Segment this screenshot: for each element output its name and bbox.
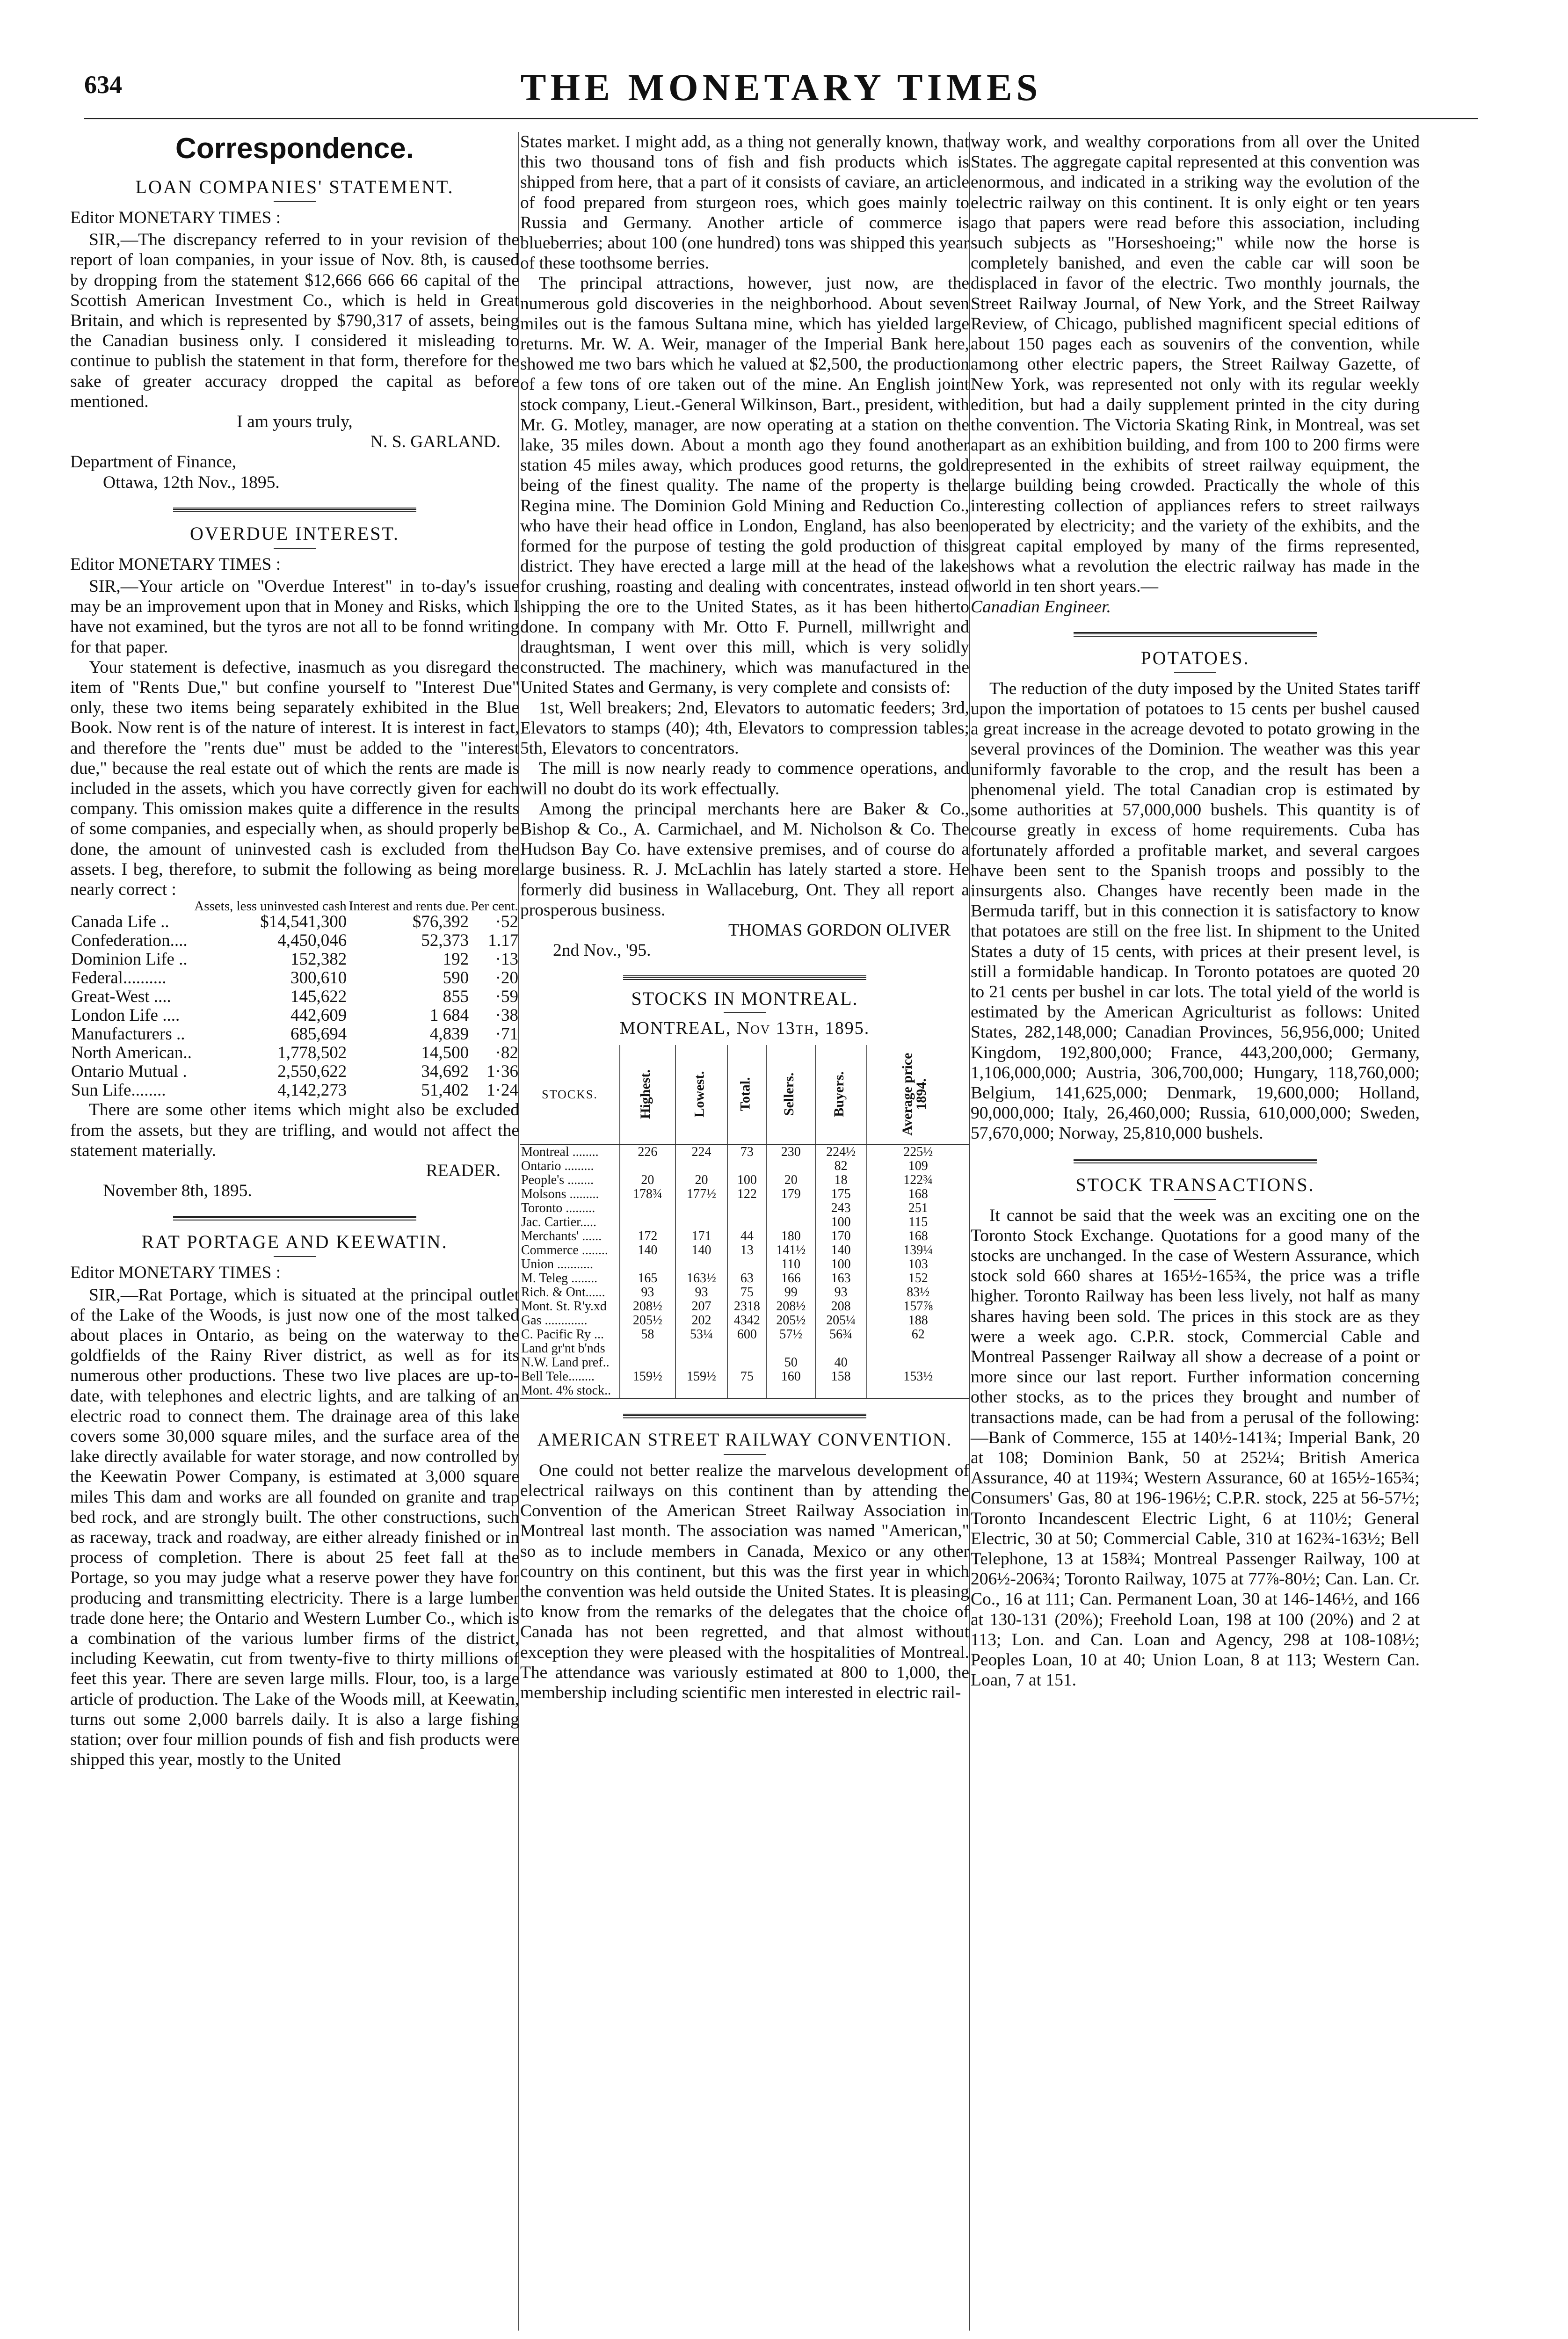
stock-value-cell [620,1159,675,1173]
stock-value-cell: 168 [867,1187,969,1201]
cell: 1·36 [486,1062,518,1082]
divider [274,1256,316,1257]
table-row [520,1187,969,1201]
table-header-row [70,900,519,913]
loan-body: SIR,—The discrepancy referred to in your revision of the report of loan companies, in your issue of Nov. 8th, is caused by dropping from the statement $12,666 666 66 capital of the Scottish American Investment Co., which is held in Great Britain, and which is represented by $790,317 of assets, being the Canadian business only. I considered it misleading to continue to publish the statement in that form, therefore for the sake of greater accuracy dropped the capital as before mentioned. [70,230,519,411]
cell: 52,373 [421,931,469,951]
cell: 14,500 [421,1043,469,1063]
rat-portage-date: 2nd Nov., '95. [553,941,651,960]
stock-value-cell: 44 [727,1229,766,1243]
stocks-table [520,1045,969,1399]
cell: 2,550,622 [277,1062,347,1082]
table-row [70,988,519,1006]
divider [274,548,316,549]
cell: 685,694 [290,1024,347,1044]
loan-date: Ottawa, 12th Nov., 1895. [103,472,280,492]
overdue-table [70,900,519,1100]
stock-value-cell: 140 [815,1243,867,1257]
column-header [675,1045,727,1145]
stock-value-cell: 100 [727,1173,766,1187]
column-divider [969,132,970,2331]
stock-value-cell: 20 [767,1173,815,1187]
cell: 4,450,046 [277,931,347,951]
cell: 1·24 [486,1081,518,1100]
overdue-date: November 8th, 1895. [103,1181,252,1201]
stock-name-cell: Montreal ........ [521,1144,599,1159]
stock-value-cell: 170 [815,1229,867,1243]
table-row [520,1370,969,1384]
stock-value-cell: 50 [767,1356,815,1370]
stock-value-cell [767,1384,815,1398]
divider [1174,672,1216,673]
table-row [520,1342,969,1356]
column-1 [70,132,519,1770]
stocks-dateline: MONTREAL, Nov 13th, 1895. [619,1018,870,1038]
table-row [520,1271,969,1286]
stock-value-cell [675,1342,727,1356]
table-row [70,1025,519,1044]
cell: ·13 [495,950,518,969]
stock-value-cell: 75 [727,1370,766,1384]
stock-value-cell [675,1215,727,1229]
column-header-label: Lowest. [691,1071,707,1118]
stock-value-cell: 159½ [675,1370,727,1384]
overdue-signature: READER. [426,1161,501,1180]
divider [274,201,316,202]
stock-value-cell: 230 [767,1145,815,1159]
stock-value-cell [867,1356,969,1370]
column-header-label: Sellers. [781,1072,797,1116]
stock-value-cell: 122¾ [867,1173,969,1187]
stock-value-cell: 205¼ [815,1314,867,1328]
stock-value-cell: 115 [867,1215,969,1229]
stock-value-cell: 2318 [727,1300,766,1314]
column-header [867,1045,969,1145]
column-header [727,1045,766,1145]
stock-value-cell: 139¼ [867,1243,969,1257]
overdue-editor-line: Editor MONETARY TIMES : [70,554,281,574]
cell: 152,382 [290,950,347,969]
table-row [70,913,519,931]
header-rule [84,118,1478,119]
stock-value-cell [620,1342,675,1356]
column-header [767,1045,815,1145]
stock-value-cell: 56¾ [815,1328,867,1342]
stock-value-cell [767,1201,815,1215]
stock-value-cell: 122 [727,1187,766,1201]
stock-value-cell: 175 [815,1187,867,1201]
stock-value-cell: 152 [867,1271,969,1286]
cell: ·59 [495,987,518,1007]
stock-value-cell [767,1159,815,1173]
cell: 192 [443,950,469,969]
cell: 590 [443,968,469,988]
stock-value-cell: 251 [867,1201,969,1215]
stock-value-cell: 178¾ [620,1187,675,1201]
stock-value-cell: 163½ [675,1271,727,1286]
cell: 4,142,273 [277,1081,347,1100]
stock-value-cell: 208½ [620,1300,675,1314]
stock-value-cell: 207 [675,1300,727,1314]
stock-value-cell [867,1342,969,1356]
cell: 300,610 [290,968,347,988]
stock-value-cell [815,1342,867,1356]
stock-name-cell: Molsons ......... [521,1186,599,1201]
stock-name-cell: Merchants' ...... [521,1228,602,1243]
table-row [520,1145,969,1159]
rat-portage-heading: RAT PORTAGE AND KEEWATIN. [141,1231,448,1253]
table-row [70,1044,519,1062]
overdue-paragraph: Your statement is defective, inasmuch as you disregard the item of "Rents Due," but confine yourself to "Interest Due" only, these two items being separately exhibited in the Blue Book. Now rent is of the nature of interest. It is interest in fact, and therefore the "rents due" must be added to the "interest due," because the real estate out of which the rents are made is included in the assets, which you have correctly given for each company. This omission makes quite a difference in the results of some companies, and especially when, as should properly be done, the amount of uninvested cash is excluded from the assets. I beg, therefore, to submit the following as being more nearly correct : [70,657,519,900]
divider [724,1454,766,1455]
stock-value-cell [727,1159,766,1173]
transactions-heading: STOCK TRANSACTIONS. [1075,1174,1315,1195]
stock-value-cell [727,1215,766,1229]
stock-value-cell: 180 [767,1229,815,1243]
overdue-paragraph: SIR,—Your article on "Overdue Interest" in to-day's issue may be an improvement upon that in Money and Risks, which I have not examined, but the tyros are not all to be fonnd writing for that paper. [70,577,519,657]
stock-value-cell: 224½ [815,1145,867,1159]
page-header [84,65,1478,117]
stock-value-cell [620,1356,675,1370]
section-divider [173,1216,416,1220]
railway-source: Canadian Engineer. [971,597,1111,617]
overdue-paragraph: There are some other items which might also be excluded from the assets, but they are trifling, and would not affect the statement materially. [70,1100,519,1160]
table-row [520,1229,969,1243]
rat-portage-paragraph: States market. I might add, as a thing not generally known, that this two thousand tons of fish and fish products which is shipped from here, that a part of it consists of caviare, an article of food prepared from sturgeon roes, which goes mainly to Russia and Germany. Another article of commerce is blueberries; about 100 (one hundred) tons was shipped this year of these toothsome berries. [520,132,969,273]
rat-portage-paragraph: SIR,—Rat Portage, which is situated at the principal outlet of the Lake of the Woods, is just now one of the most talked about places in Ontario, as being on the waterway to the goldfields of the Rainy River district, as well as for its numerous other productions. These two live places are up-to-date, with telephones and electric lights, and are talking of an electric road to connect them. The drainage area of this lake covers some 30,000 square miles, and the surface area of the lake directly available for water storage, and now controlled by the Keewatin Power Company, is estimated at 3,000 square miles This dam and works are all founded on granite and trap bed rock, and are strongly built. The other constructions, such as raceway, track and roadway, are either already finished or in process of completion. There is about 25 feet fall at the Portage, so you may judge what a reserve power they have for producing and transmitting electricity. There is a large lumber trade done here; the Ontario and Western Lumber Co., which is a combination of the various lumber firms of the district, including Keewatin, cut from twenty-five to thirty millions of feet this year. There are seven large mills. Flour, too, is a large article of production. The Lake of the Woods mill, at Keewatin, turns out some 2,000 barrels daily. It is also a large fishing station; over four million pounds of fish and fish products were shipped this year, mostly to the United [70,1285,519,1770]
table-row [70,1062,519,1081]
stock-value-cell: 179 [767,1187,815,1201]
column-header-label: Average price 1894. [899,1053,929,1136]
stock-value-cell [620,1257,675,1271]
stock-value-cell: 58 [620,1328,675,1342]
table-row [70,931,519,950]
table-row [520,1243,969,1257]
stock-name-cell: M. Teleg ........ [521,1271,598,1286]
stock-name-cell: Commerce ........ [521,1242,608,1257]
stock-value-cell [675,1384,727,1398]
stock-value-cell: 171 [675,1229,727,1243]
cell: 34,692 [421,1062,469,1082]
stock-value-cell [767,1215,815,1229]
stock-value-cell: 600 [727,1328,766,1342]
cell: Canada Life .. [71,912,169,932]
stock-value-cell: 140 [620,1243,675,1257]
cell: 145,622 [290,987,347,1007]
table-row [520,1314,969,1328]
stock-value-cell [767,1342,815,1356]
cell: Great-West .... [71,987,171,1007]
masthead-title: THE MONETARY TIMES [520,66,1042,109]
stock-value-cell: 18 [815,1173,867,1187]
stock-value-cell [620,1384,675,1398]
loan-closing: I am yours truly, [237,412,353,432]
table-row [520,1215,969,1229]
page-number: 634 [84,71,122,99]
table-row [520,1257,969,1271]
stock-value-cell [727,1201,766,1215]
stock-value-cell: 168 [867,1229,969,1243]
stock-value-cell [815,1384,867,1398]
rat-portage-paragraph: The mill is now nearly ready to commence operations, and will no doubt do its work effectually. [520,759,969,799]
table-row [520,1173,969,1187]
table-row [70,1006,519,1025]
stock-value-cell: 93 [620,1286,675,1300]
cell: 51,402 [421,1081,469,1100]
stock-name-cell: Ontario ......... [521,1158,594,1173]
stock-value-cell: 63 [727,1271,766,1286]
stock-value-cell [727,1257,766,1271]
cell: 4,839 [429,1024,469,1044]
table-row [520,1159,969,1173]
table-row [520,1286,969,1300]
stock-value-cell: 140 [675,1243,727,1257]
column-header-label: Highest. [637,1069,653,1119]
table-row [520,1356,969,1370]
stock-value-cell: 224 [675,1145,727,1159]
table-row [520,1328,969,1342]
stock-name-cell: Bell Tele........ [521,1369,595,1384]
stock-value-cell: 62 [867,1328,969,1342]
cell: Dominion Life .. [71,950,188,969]
cell: North American.. [71,1043,192,1063]
column-header: Interest and rents due. [348,899,469,914]
correspondence-title: Correspondence. [175,132,414,165]
divider [1174,1199,1216,1200]
cell: 855 [443,987,469,1007]
stock-value-cell: 172 [620,1229,675,1243]
stock-value-cell: 53¼ [675,1328,727,1342]
column-header: STOCKS. [520,1045,620,1145]
stock-value-cell: 100 [815,1215,867,1229]
stock-name-cell: Mont. St. R'y.xd [521,1299,607,1314]
loan-editor-line: Editor MONETARY TIMES : [70,208,281,227]
stock-name-cell: Mont. 4% stock.. [520,1384,620,1398]
cell: 1 684 [429,1006,469,1025]
cell: Federal.......... [71,968,167,988]
stock-value-cell: 166 [767,1271,815,1286]
stock-value-cell: 158 [815,1370,867,1384]
stock-name-cell: Union ........... [521,1257,593,1271]
rat-portage-paragraph: The principal attractions, however, just now, are the numerous gold discoveries in the neighborhood. About seven miles out is the famous Sultana mine, which has yielded large returns. Mr. W. A. Weir, manager of the Imperial Bank here, showed me two bars which he valued at $2,500, the production of a few tons of ore taken out of the mine. An English joint stock company, Lieut.-General Wilkinson, Bart., president, with Mr. G. Motley, manager, are now operating at a station on the lake, 35 miles down. About a month ago they found another station 45 miles away, which produces good returns, the gold being of the finest quality. The name of the property is the Regina mine. The Dominion Gold Mining and Reduction Co., who have their head office in London, England, has also been formed for the purpose of testing the gold production of this district. They have erected a large mill at the head of the lake for crushing, roasting and dealing with concentrates, instead of shipping the ore to the United States, as it has been hitherto done. In company with Mr. Otto F. Purnell, millwright and draughtsman, I went over this mill, which is very solidly constructed. The machinery, which was manufactured in the United States and Germany, is very complete and consists of: [520,274,969,697]
stock-name-cell: Toronto ......... [521,1200,595,1215]
stock-value-cell: 163 [815,1271,867,1286]
rat-portage-paragraph: 1st, Well breakers; 2nd, Elevators to automatic feeders; 3rd, Elevators to stamps (40); 4th, Elevators to compression tables; 5th, Elevators to concentrators. [520,698,969,758]
cell: 1.17 [488,931,518,951]
cell: Confederation.... [71,931,188,951]
cell: 442,609 [290,1006,347,1025]
stock-value-cell [675,1257,727,1271]
stock-value-cell: 100 [815,1257,867,1271]
stock-value-cell: 153½ [867,1370,969,1384]
stock-value-cell: 103 [867,1257,969,1271]
table-row [70,950,519,969]
rat-portage-paragraph: Among the principal merchants here are Baker & Co., Bishop & Co., A. Carmichael, and M. Nicholson & Co. The Hudson Bay Co. have extensive premises, and of course do a large business. R. J. McLachlin has lately started a store. He formerly did business in Wallaceburg, Ont. They all report a prosperous business. [520,799,969,920]
stock-name-cell: C. Pacific Ry ... [521,1327,604,1342]
stock-value-cell: 13 [727,1243,766,1257]
stock-value-cell: 110 [767,1257,815,1271]
stock-value-cell [675,1159,727,1173]
stock-value-cell [727,1384,766,1398]
stock-value-cell: 93 [675,1286,727,1300]
stock-name-cell: People's ........ [521,1172,594,1187]
cell: 1,778,502 [277,1043,347,1063]
stock-value-cell [620,1201,675,1215]
cell: ·20 [495,968,518,988]
stock-value-cell: 57½ [767,1328,815,1342]
table-header-row [520,1045,969,1145]
stock-value-cell: 109 [867,1159,969,1173]
column-header-label: Total. [737,1077,753,1111]
table-row [70,1081,519,1100]
section-divider [173,508,416,512]
stock-value-cell: 99 [767,1286,815,1300]
column-header: Assets, less uninvested cash [194,899,347,914]
railway-heading: AMERICAN STREET RAILWAY CONVENTION. [537,1429,952,1450]
stock-value-cell: 177½ [675,1187,727,1201]
stock-value-cell: 83½ [867,1286,969,1300]
loan-heading: LOAN COMPANIES' STATEMENT. [135,176,454,197]
stock-value-cell: 82 [815,1159,867,1173]
stock-value-cell: 208½ [767,1300,815,1314]
stock-value-cell: 159½ [620,1370,675,1384]
table-row [70,969,519,988]
cell: ·71 [495,1024,518,1044]
cell: Sun Life........ [71,1081,166,1100]
column-header [815,1045,867,1145]
cell: Manufacturers .. [71,1024,185,1044]
loan-signature: N. S. GARLAND. [370,432,501,452]
section-divider [623,1414,866,1418]
stock-value-cell: 205½ [767,1314,815,1328]
cell: $14,541,300 [260,912,347,932]
stock-name-cell: Land gr'nt b'nds [521,1341,605,1356]
potatoes-paragraph: The reduction of the duty imposed by the United States tariff upon the importation of potatoes to 15 cents per bushel caused a great increase in the acreage devoted to potato growing in the several provinces of the Dominion. The weather was this year uniformly favorable to the crop, and the result has been a phenomenal yield. The total Canadian crop is estimated by some authorities at 57,000,000 bushels. This quantity is of course greatly in excess of home requirements. Cuba has fortunately afforded a profitable market, and several cargoes have been sent to the Spanish troops and possibly to the insurgents also. Changes have recently been made in the Bermuda tariff, but in this connection it is satisfactory to know that potatoes are still on the free list. In shipment to the United States a duty of 15 cents, with prices at their present level, is still a formidable handicap. In Toronto potatoes are quoted 20 to 21 cents per bushel in car lots. The total yield of the world is estimated by the American Agriculturist as follows: United States, 282,148,000; Canadian Provinces, 56,956,000; United Kingdom, 192,800,000; France, 443,200,000; Germany, 1,106,000,000; Austria, 306,700,000; Hungary, 118,760,000; Belgium, 141,625,000; Denmark, 19,600,000; Holland, 90,000,000; Italy, 26,460,000; Russia, 610,000,000; Sweden, 57,670,000; Norway, 25,810,000 bushels. [971,679,1420,1143]
column-header-label: Buyers. [831,1071,847,1117]
stock-value-cell: 141½ [767,1243,815,1257]
stock-name-cell: N.W. Land pref.. [521,1355,610,1370]
table-row [520,1300,969,1314]
column-header [620,1045,675,1145]
section-divider [623,975,866,980]
railway-paragraph: One could not better realize the marvelous development of electrical railways on this continent than by attending the Convention of the American Street Railway Association in Montreal last month. The association was named "American," so as to include members in Canada, Mexico or any other country on this continent, but this was the first year in which the convention was held outside the United States. It is pleasing to know from the remarks of the delegates that the choice of Canada has not been regretted, and that almost without exception they were pleased with the hospitalities of Montreal. The attendance was variously estimated at 800 to 1,000, the membership including scientific men interested in electric rail- [520,1460,969,1702]
stock-value-cell [620,1215,675,1229]
stock-value-cell: 225½ [867,1145,969,1159]
cell: London Life .... [71,1006,180,1025]
rat-portage-signature: THOMAS GORDON OLIVER [728,920,951,940]
rat-portage-editor-line: Editor MONETARY TIMES : [70,1263,281,1283]
cell: ·52 [495,912,518,932]
column-2 [520,132,969,1703]
stock-value-cell: 40 [815,1356,867,1370]
cell: ·82 [495,1043,518,1063]
stock-value-cell: 202 [675,1314,727,1328]
transactions-paragraph: It cannot be said that the week was an exciting one on the Toronto Stock Exchange. Quotations for a good many of the stocks are unchanged. In the case of Western Assurance, which stock sold 660 shares at 165½-165¾, the price was a trifle higher. Toronto Railway has been less lively, not half as many shares having been sold. The prices in this stock are as they were a week ago. C.P.R. stock, Commercial Cable and Montreal Passenger Railway all show a decrease of a point or more since our last report. Further information concerning other stocks, as to the prices they brought and number of transactions made, can be had from a perusal of the following:—Bank of Commerce, 155 at 140½-141¾; Imperial Bank, 20 at 108; Dominion Bank, 50 at 252¼; British America Assurance, 40 at 119¾; Western Assurance, 60 at 165½-165¾; Consumers' Gas, 80 at 196-196½; C.P.R. stock, 225 at 56-57½; Toronto Incandescent Electric Light, 6 at 110½; General Electric, 30 at 50; Commercial Cable, 310 at 162¾-163½; Bell Telephone, 13 at 158¾; Montreal Passenger Railway, 100 at 206½-206¾; Toronto Railway, 1075 at 77⅞-80½; Can. Lan. Cr. Co., 16 at 111; Can. Permanent Loan, 30 at 146-146½, and 166 at 130-131 (20%); Freehold Loan, 198 at 100 (20%) and 2 at 113; Lon. and Can. Loan and Agency, 298 at 108-108½; Peoples Loan, 10 at 40; Union Loan, 8 at 113; Western Can. Loan, 7 at 151. [971,1206,1420,1690]
stock-value-cell: 165 [620,1271,675,1286]
divider [724,1012,766,1013]
railway-paragraph: way work, and wealthy corporations from all over the United States. The aggregate capital represented at this convention was enormous, and indicated in a striking way the evolution of the electric railway on this continent. It is only eight or ten years ago that papers were read before this association, including such subjects as "Horseshoeing;" while now the horse is completely banished, and even the cable car will soon be displaced in favor of the electric. Two monthly journals, the Street Railway Journal, of New York, and the Street Railway Review, of Chicago, published magnificent special editions of about 150 pages each as souvenirs of the convention, while among other electric papers, the Street Railway Gazette, of New York, was represented not only with its regular weekly edition, but had a daily supplement printed in the city during the convention. The Victoria Skating Rink, in Montreal, was set apart as an exhibition building, and from 100 to 200 firms were represented in the exhibits of street railway equipment, the large building being crowded. Practically the whole of this interesting collection of appliances refers to street railways operated by electricity; and the variety of the exhibits, and the great capital employed by many of the firms represented, shows what a revolution the electric railway has made in the world in ten short years.— [971,132,1420,596]
stock-value-cell: 20 [675,1173,727,1187]
stock-value-cell [675,1356,727,1370]
stock-value-cell: 208 [815,1300,867,1314]
section-divider [1074,1159,1317,1163]
stock-value-cell: 205½ [620,1314,675,1328]
stock-value-cell: 20 [620,1173,675,1187]
cell: Ontario Mutual . [71,1062,187,1082]
cell: $76,392 [412,912,469,932]
stock-value-cell: 93 [815,1286,867,1300]
stock-value-cell [675,1201,727,1215]
stock-value-cell: 157⅞ [867,1300,969,1314]
column-header: Per cent. [471,899,518,914]
stocks-heading: STOCKS IN MONTREAL. [631,988,858,1010]
column-3 [971,132,1420,1690]
potatoes-heading: POTATOES. [1140,647,1250,668]
stock-value-cell: 243 [815,1201,867,1215]
overdue-heading: OVERDUE INTEREST. [190,523,399,544]
stock-value-cell [727,1342,766,1356]
cell: ·38 [495,1006,518,1025]
stock-name-cell: Rich. & Ont...... [521,1285,605,1300]
stock-value-cell: 226 [620,1145,675,1159]
stock-name-cell: Jac. Cartier..... [521,1214,596,1229]
stock-value-cell [867,1384,969,1398]
stock-value-cell: 160 [767,1370,815,1384]
stock-value-cell: 75 [727,1286,766,1300]
table-row [520,1384,969,1398]
stock-value-cell: 4342 [727,1314,766,1328]
section-divider [1074,632,1317,637]
loan-dept: Department of Finance, [70,452,237,472]
stock-value-cell [727,1356,766,1370]
stock-value-cell: 188 [867,1314,969,1328]
stock-name-cell: Gas ............. [521,1313,588,1328]
stock-value-cell: 73 [727,1145,766,1159]
table-row [520,1201,969,1215]
